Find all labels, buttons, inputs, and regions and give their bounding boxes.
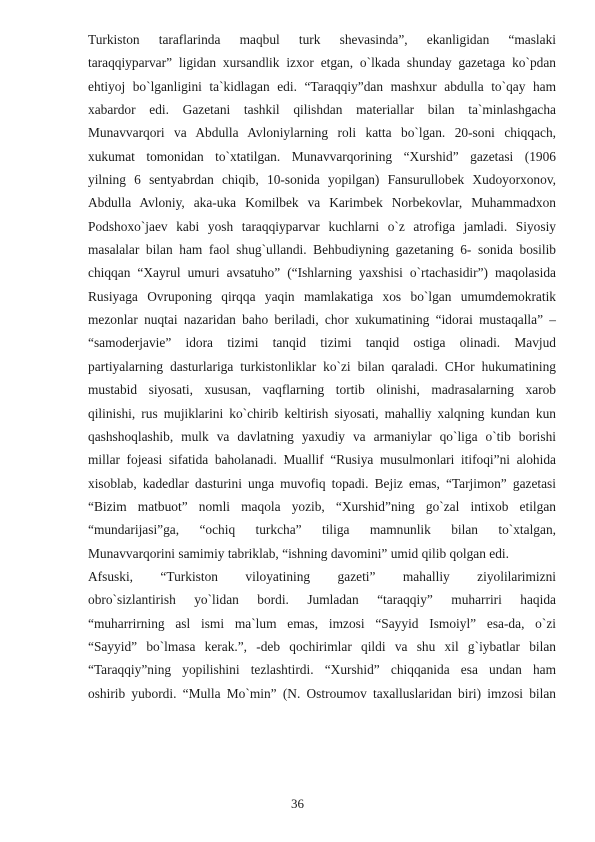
text-line: Turkiston taraflarinda maqbul turk shevasinda”, ekanligidan “maslaki	[88, 32, 556, 47]
text-line: ehtiyoj bo`lganligini ta`kidlagan edi. “Taraqqiy”dan mashxur abdulla to`qay ham	[88, 78, 556, 94]
text-line: qashshoqlashib, mulk va davlatning yaxudiy va armaniylar qo`liga o`tib borishi	[88, 428, 556, 444]
text-line: xabardor edi. Gazetani tashkil qilishdan materiallar bilan ta`minlashgacha	[88, 102, 556, 118]
text-line: Munavvarqori va Abdulla Avloniylarning roli katta bo`lgan. 20-soni chiqqach,	[88, 125, 556, 141]
text-line: mezonlar nuqtai nazaridan baho beriladi, chor xukumatining “idorai mustaqalla” –	[88, 312, 556, 328]
text-line: “Sayyid” bo`lmasa kerak.”, -deb qochirimlar qildi va shu xil g`iybatlar bilan	[88, 638, 556, 654]
text-line: qilinishi, rus mujiklarini ko`chirib keltirish siyosati, mahalliy xalqning kundan kun	[88, 405, 556, 421]
text-line: partiyalarning dasturlariga turkistonliklar ko`zi bilan qaraladi. CHor hukumatining	[88, 358, 556, 374]
text-line: mustabid siyosati, xususan, vaqflarning tortib olinishi, madrasalarning xarob	[88, 382, 556, 398]
text-line: Abdulla Avloniy, aka-uka Komilbek va Karimbek Norbekovlar, Muhammadxon	[88, 195, 556, 211]
text-line: “samoderjavie” idora tizimi tanqid tizimi tanqid ostiga olinadi. Mavjud	[88, 335, 556, 351]
text-line: Rusiyaga Ovruponing qirqqa yaqin mamlakatiga xos bo`lgan umumdemokratik	[88, 288, 556, 304]
text-line: millar fojeasi sifatida baholanadi. Muallif “Rusiya musulmonlari itifoqi”ni alohida	[88, 452, 556, 468]
text-line: chiqqan “Xayrul umuri avsatuho” (“Ishlarning yaxshisi o`rtachasidir”) maqolasida	[88, 265, 556, 281]
text-line: obro`sizlantirish yo`lidan bordi. Jumladan “taraqqiy” muharriri haqida	[88, 592, 556, 608]
text-line: oshirib yubordi. “Mulla Mo`min” (N. Ostroumov taxalluslaridan biri) imzosi bilan	[88, 685, 556, 701]
text-line: Munavvarqorini samimiy tabriklab, “ishning davomini” umid qilib qolgan edi.	[88, 545, 509, 561]
body-text	[88, 28, 556, 705]
page-number: 36	[291, 796, 304, 811]
text-line: yilning 6 sentyabrdan chiqib, 10-sonida yopilgan) Fansurullobek Xudoyorxonov,	[88, 172, 556, 188]
text-line: “muharrirning asl ismi ma`lum emas, imzosi “Sayyid Ismoiyl” esa-da, o`zi	[88, 615, 556, 631]
text-line: masalalar bilan ham faol shug`ullandi. Behbudiyning gazetaning 6- sonida bosilib	[88, 242, 556, 258]
text-line: xukumat tomonidan to`xtatilgan. Munavvarqorining “Xurshid” gazetasi (1906	[88, 148, 556, 164]
text-line: xisoblab, kadedlar dasturini unga muvofiq topadi. Bejiz emas, “Tarjimon” gazetasi	[88, 475, 556, 491]
text-line: taraqqiyparvar” ligidan xursandlik izxor etgan, o`lkada shunday gazetaga ko`pdan	[88, 55, 556, 71]
text-line: Podshoxo`jaev kabi yosh taraqqiyparvar kuchlarni o`z atrofiga jamladi. Siyosiy	[88, 218, 556, 234]
text-line: Afsuski, “Turkiston viloyatining gazeti” mahalliy ziyolilarimizni	[88, 568, 556, 584]
text-line: “Taraqqiy”ning yopilishini tezlashtirdi. “Xurshid” chiqqanida esa undan ham	[88, 662, 556, 678]
text-line: “mundarijasi”ga, “ochiq turkcha” tiliga mamnunlik bilan to`xtalgan,	[88, 522, 556, 538]
text-line: “Bizim matbuot” nomli maqola yozib, “Xurshid”ning go`zal intixob etilgan	[88, 498, 556, 514]
